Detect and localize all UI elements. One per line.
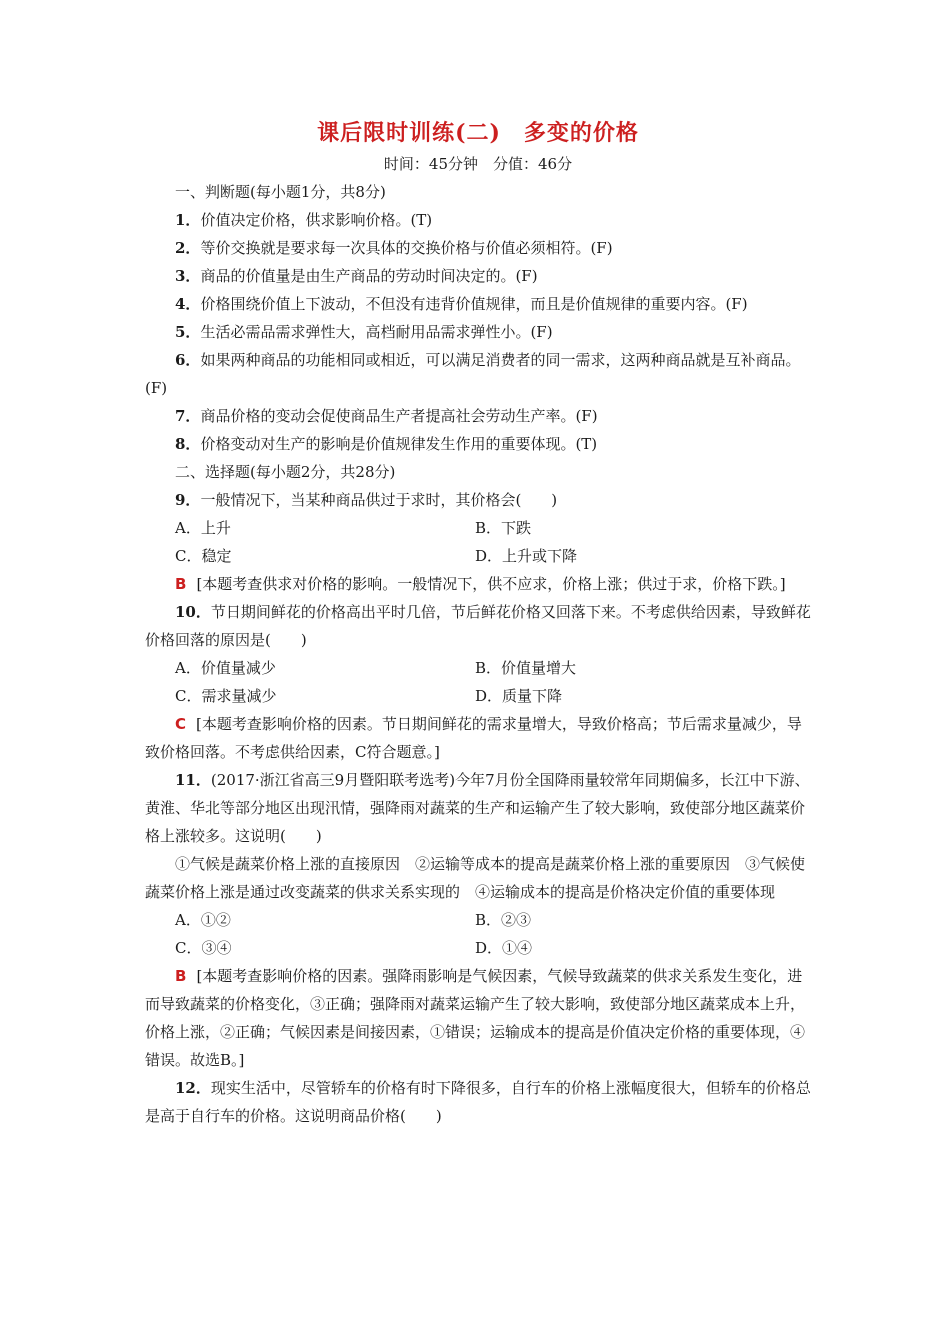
question-10-options-row1 [145, 654, 811, 682]
question-8: 8．价格变动对生产的影响是价值规律发生作用的重要体现。(T) [175, 435, 598, 453]
page-subtitle: 时间：45分钟 分值：46分 [383, 155, 573, 173]
option-d: D．①④ [475, 939, 533, 957]
option-b: B．下跌 [475, 519, 532, 537]
option-b: B．②③ [475, 911, 532, 929]
question-11-answer: B [本题考查影响价格的因素。强降雨影响是气候因素，气候导致蔬菜的供求关系发生变化，进而导致蔬菜的价格变化，③正确；强降雨对蔬菜运输产生了较大影响，致使部分地区蔬菜成本上升，价格上涨，②正确；气候因素是间接因素，①错误；运输成本的提高是价值决定价格的重要体现，④错误。故选B。] [145, 967, 806, 1069]
question-7: 7．商品价格的变动会促使商品生产者提高社会劳动生产率。(F) [175, 407, 598, 425]
answer-letter: C [175, 715, 187, 733]
option-a: A．上升 [175, 519, 231, 537]
option-d: D．质量下降 [475, 687, 563, 705]
answer-letter: B [175, 967, 187, 985]
question-9-options-row2 [145, 542, 811, 570]
option-a: A．价值量减少 [175, 659, 276, 677]
question-5: 5．生活必需品需求弹性大，高档耐用品需求弹性小。(F) [175, 323, 553, 341]
question-1: 1．价值决定价格，供求影响价格。(T) [175, 211, 433, 229]
option-a: A．①② [175, 911, 231, 929]
question-3: 3．商品的价值量是由生产商品的劳动时间决定的。(F) [175, 267, 538, 285]
question-11-statements: ①气候是蔬菜价格上涨的直接原因 ②运输等成本的提高是蔬菜价格上涨的重要原因 ③气候使蔬菜价格上涨是通过改变蔬菜的供求关系实现的 ④运输成本的提高是价格决定价值的重要体现 [145, 855, 806, 901]
option-c: C．稳定 [175, 547, 232, 565]
question-2: 2．等价交换就是要求每一次具体的交换价格与价值必须相符。(F) [175, 239, 613, 257]
document-page [145, 118, 811, 1130]
question-12: 12．现实生活中，尽管轿车的价格有时下降很多，自行车的价格上涨幅度很大，但轿车的价格总是高于自行车的价格。这说明商品价格( ) [145, 1079, 811, 1125]
question-10: 10．节日期间鲜花的价格高出平时几倍，节后鲜花价格又回落下来。不考虑供给因素，导致鲜花价格回落的原因是( ) [145, 603, 811, 649]
answer-letter: B [175, 575, 187, 593]
question-11: 11．(2017·浙江省高三9月暨阳联考选考)今年7月份全国降雨量较常年同期偏多，长江中下游、黄淮、华北等部分地区出现汛情，强降雨对蔬菜的生产和运输产生了较大影响，致使部分地区蔬菜价格上涨较多。这说明( ) [145, 771, 810, 845]
section-heading-1: 一、判断题(每小题1分，共8分) [175, 183, 386, 201]
option-c: C．需求量减少 [175, 687, 277, 705]
question-11-options-row2 [145, 934, 811, 962]
question-10-answer: C [本题考查影响价格的因素。节日期间鲜花的需求量增大，导致价格高；节后需求量减少，导致价格回落。不考虑供给因素，C符合题意。] [145, 715, 802, 761]
option-b: B．价值量增大 [475, 659, 577, 677]
question-11-options-row1 [145, 906, 811, 934]
question-9: 9．一般情况下，当某种商品供过于求时，其价格会( ) [175, 491, 558, 509]
question-9-answer: B [本题考查供求对价格的影响。一般情况下，供不应求，价格上涨；供过于求，价格下跌。] [175, 575, 786, 593]
option-d: D．上升或下降 [475, 547, 578, 565]
option-c: C．③④ [175, 939, 232, 957]
question-4: 4．价格围绕价值上下波动，不但没有违背价值规律，而且是价值规律的重要内容。(F) [175, 295, 748, 313]
question-10-options-row2 [145, 682, 811, 710]
question-9-options-row1 [145, 514, 811, 542]
page-title: 课后限时训练(二) 多变的价格 [317, 120, 639, 146]
question-6: 6．如果两种商品的功能相同或相近，可以满足消费者的同一需求，这两种商品就是互补商品。(F) [145, 351, 801, 397]
section-heading-2: 二、选择题(每小题2分，共28分) [175, 463, 396, 481]
